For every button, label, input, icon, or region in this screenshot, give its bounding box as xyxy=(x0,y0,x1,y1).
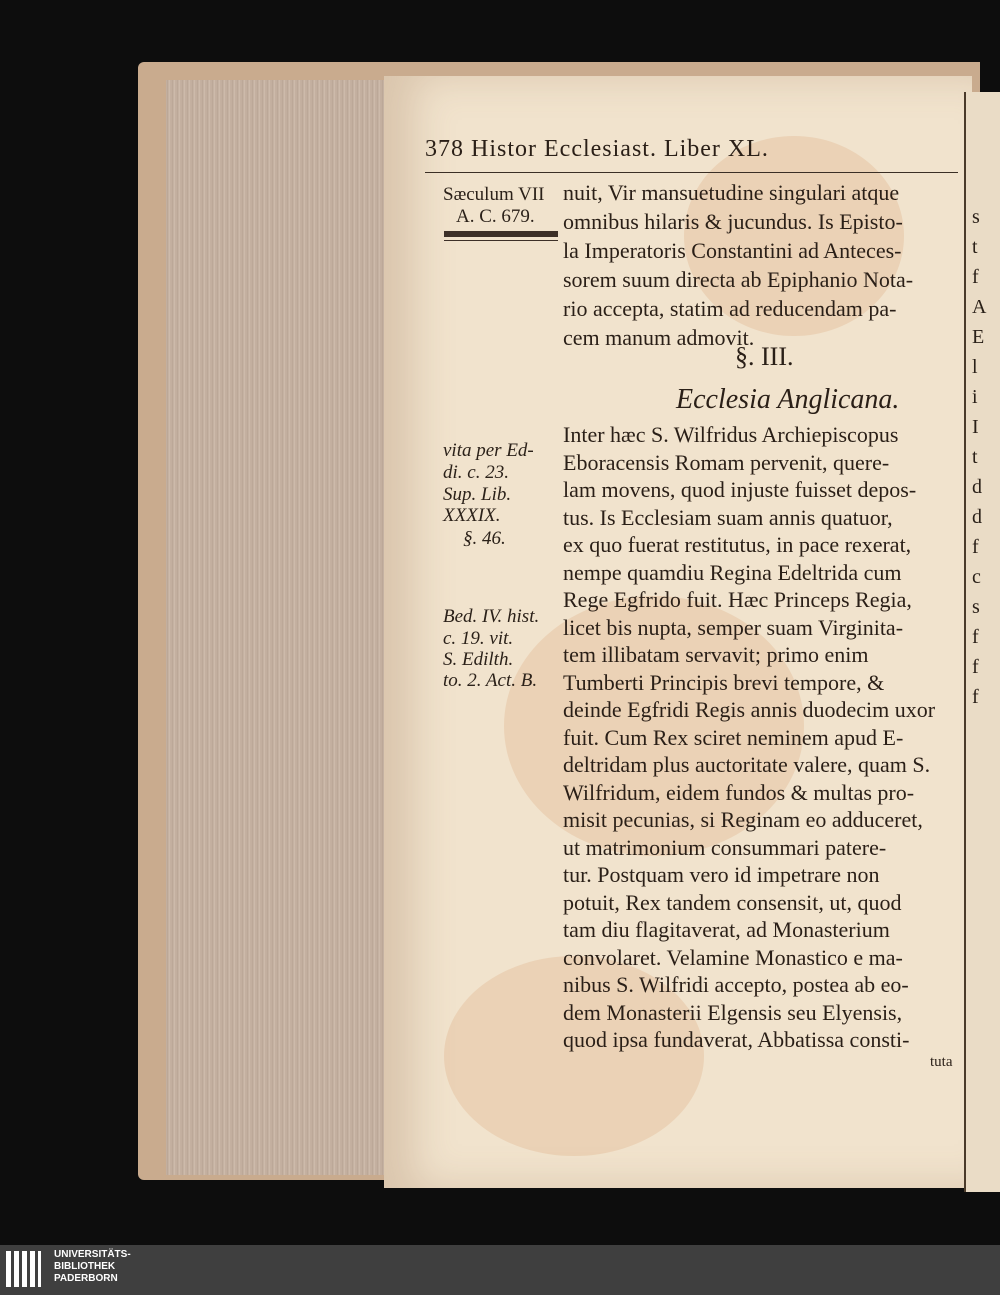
margin-note: c. 19. vit. xyxy=(443,628,514,649)
library-name xyxy=(54,1249,131,1285)
text-line: dem Monasterii Elgensis seu Elyensis, xyxy=(563,999,903,1025)
text-line: lam movens, quod injuste fuisset depos- xyxy=(563,477,917,502)
text-line: misit pecunias, si Reginam eo adduceret, xyxy=(563,807,923,832)
text-line: Wilfridum, eidem fundos & multas pro- xyxy=(563,779,915,805)
text-line: fuit. Cum Rex sciret neminem apud E- xyxy=(563,724,904,750)
next-page-letter: i xyxy=(972,386,978,408)
margin-rule xyxy=(444,231,558,237)
text-line: ut matrimonium consummari patere- xyxy=(563,834,887,860)
catchword: tuta xyxy=(930,1054,953,1070)
next-page-letter: E xyxy=(972,326,985,348)
text-line: licet bis nupta, semper suam Virginita- xyxy=(563,614,904,640)
margin-note: S. Edilth. xyxy=(443,649,514,670)
text-line: tam diu flagitaverat, ad Monasterium xyxy=(563,917,890,942)
next-page-letter: s xyxy=(972,596,980,618)
text-line: cem manum admovit. xyxy=(563,325,755,350)
text-line: Rege Egfrido fuit. Hæc Princeps Regia, xyxy=(563,587,912,612)
next-page-letter: d xyxy=(972,506,982,528)
library-name-line3: PADERBORN xyxy=(54,1273,118,1284)
running-head: 378 Histor Ecclesiast. Liber XL. xyxy=(425,136,769,162)
text-line: tem illibatam servavit; primo enim xyxy=(563,642,869,667)
next-page-letter: f xyxy=(972,536,979,558)
margin-note-saeculum: Sæculum VII xyxy=(443,184,545,205)
next-page-letter: A xyxy=(972,296,987,318)
next-page-letter: f xyxy=(972,266,979,288)
text-line: potuit, Rex tandem consensit, ut, quod xyxy=(563,889,902,915)
text-line: la Imperatoris Constantini ad Anteces- xyxy=(563,238,902,263)
text-line: ex quo fuerat restitutus, in pace rexerat, xyxy=(563,532,912,557)
section-title: Ecclesia Anglicana. xyxy=(676,384,900,415)
margin-note: vita per Ed- xyxy=(443,440,534,461)
text-line: Inter hæc S. Wilfridus Archiepiscopus xyxy=(563,422,899,447)
next-page-letter: l xyxy=(972,356,978,378)
text-line: Eboracensis Romam pervenit, quere- xyxy=(563,449,890,475)
text-line: tur. Postquam vero id impetrare non xyxy=(563,862,880,887)
library-footer xyxy=(0,1245,1000,1295)
text-line: deinde Egfridi Regis annis duodecim uxor xyxy=(563,697,936,722)
text-line: nuit, Vir mansuetudine singulari atque xyxy=(563,180,900,205)
margin-note: di. c. 23. xyxy=(443,462,509,483)
next-page-edge xyxy=(964,92,1000,1192)
text-line: tus. Is Ecclesiam suam annis quatuor, xyxy=(563,504,893,530)
margin-rule-thin xyxy=(444,240,558,241)
next-page-letter: t xyxy=(972,446,978,468)
next-page-letter: d xyxy=(972,476,982,498)
header-rule xyxy=(425,172,958,173)
text-line: rio accepta, statim ad reducendam pa- xyxy=(563,296,897,321)
text-line: deltridam plus auctoritate valere, quam S. xyxy=(563,752,931,777)
text-line: nibus S. Wilfridi accepto, postea ab eo- xyxy=(563,972,909,997)
library-logo-icon xyxy=(6,1251,50,1287)
margin-note: to. 2. Act. B. xyxy=(443,670,538,691)
margin-note: Sup. Lib. xyxy=(443,484,512,505)
text-line: omnibus hilaris & jucundus. Is Episto- xyxy=(563,209,903,234)
section-number: §. III. xyxy=(735,342,794,371)
next-page-letter: f xyxy=(972,686,979,708)
next-page-letter: s xyxy=(972,206,980,228)
margin-note: Bed. IV. hist. xyxy=(443,606,540,627)
library-name-line2: BIBLIOTHEK xyxy=(54,1261,116,1272)
next-page-letter: I xyxy=(972,416,979,438)
margin-note-year: A. C. 679. xyxy=(456,206,535,227)
library-name-line1: UNIVERSITÄTS- xyxy=(54,1249,131,1260)
text-line: convolaret. Velamine Monastico e ma- xyxy=(563,944,903,970)
next-page-letter: f xyxy=(972,656,979,678)
next-page-letter: f xyxy=(972,626,979,648)
margin-note: §. 46. xyxy=(463,528,506,549)
text-line: Tumberti Principis brevi tempore, & xyxy=(563,669,885,695)
margin-note: XXXIX. xyxy=(443,505,501,526)
text-line: nempe quamdiu Regina Edeltrida cum xyxy=(563,559,902,585)
next-page-letter: t xyxy=(972,236,978,258)
next-page-letter: c xyxy=(972,566,981,588)
text-line: sorem suum directa ab Epiphanio Nota- xyxy=(563,267,914,292)
text-line: quod ipsa fundaverat, Abbatissa consti- xyxy=(563,1027,910,1052)
